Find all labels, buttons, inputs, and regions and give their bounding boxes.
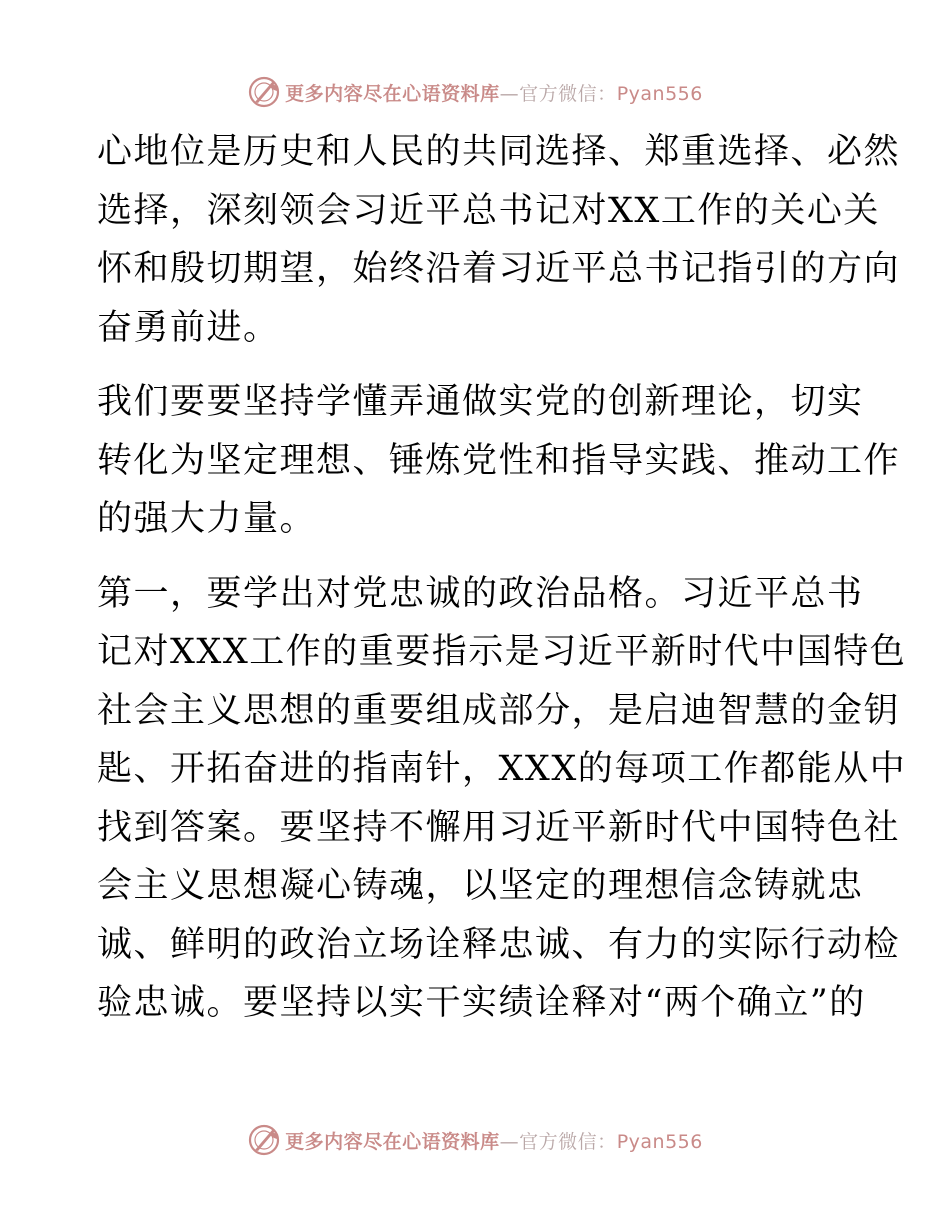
- text-line: 诚、鲜明的政治立场诠释忠诚、有力的实际行动检: [97, 924, 901, 965]
- text-line: 选择，深刻领会习近平总书记对XX工作的关心关: [97, 190, 880, 231]
- quill-circle-logo-icon: [247, 75, 281, 109]
- watermark-label: 官方微信：: [519, 82, 617, 105]
- paragraph: [97, 123, 901, 357]
- text-line: 社会主义思想的重要组成部分，是启迪智慧的金钥: [97, 690, 901, 731]
- text-line: 记对XXX工作的重要指示是习近平新时代中国特色: [97, 632, 907, 672]
- footer-watermark: [0, 1120, 950, 1160]
- text-line: 的强大力量。: [97, 499, 317, 539]
- text-line: 匙、开拓奋进的指南针，XXX的每项工作都能从中: [97, 749, 907, 789]
- watermark-separator: —: [499, 82, 520, 105]
- watermark-separator: —: [499, 1130, 520, 1153]
- text-line: 会主义思想凝心铸魂，以坚定的理想信念铸就忠: [97, 866, 864, 906]
- text-line: 验忠诚。要坚持以实干实绩诠释对“两个确立”的: [97, 983, 866, 1023]
- header-watermark: [0, 72, 950, 112]
- watermark-wechat-id: Pyan556: [616, 82, 703, 105]
- watermark-text: [285, 1127, 703, 1154]
- paragraph: [97, 565, 907, 1033]
- paragraph: [97, 373, 901, 549]
- text-line: 心地位是历史和人民的共同选择、郑重选择、必然: [97, 132, 901, 172]
- text-line: 转化为坚定理想、锤炼党性和指导实践、推动工作: [97, 440, 901, 481]
- watermark-site: 更多内容尽在心语资料库: [285, 1130, 500, 1153]
- document-body: [97, 123, 907, 1049]
- watermark-label: 官方微信：: [519, 1130, 617, 1153]
- text-line: 怀和殷切期望，始终沿着习近平总书记指引的方向: [97, 249, 901, 289]
- watermark-text: [285, 79, 703, 106]
- quill-circle-logo-icon: [247, 1123, 281, 1157]
- text-line: 找到答案。要坚持不懈用习近平新时代中国特色社: [97, 807, 901, 848]
- text-line: 我们要要坚持学懂弄通做实党的创新理论，切实: [97, 382, 864, 422]
- watermark-site: 更多内容尽在心语资料库: [285, 82, 500, 105]
- text-line: 奋勇前进。: [97, 307, 280, 348]
- watermark-wechat-id: Pyan556: [616, 1130, 703, 1153]
- text-line: 第一，要学出对党忠诚的政治品格。习近平总书: [97, 573, 864, 614]
